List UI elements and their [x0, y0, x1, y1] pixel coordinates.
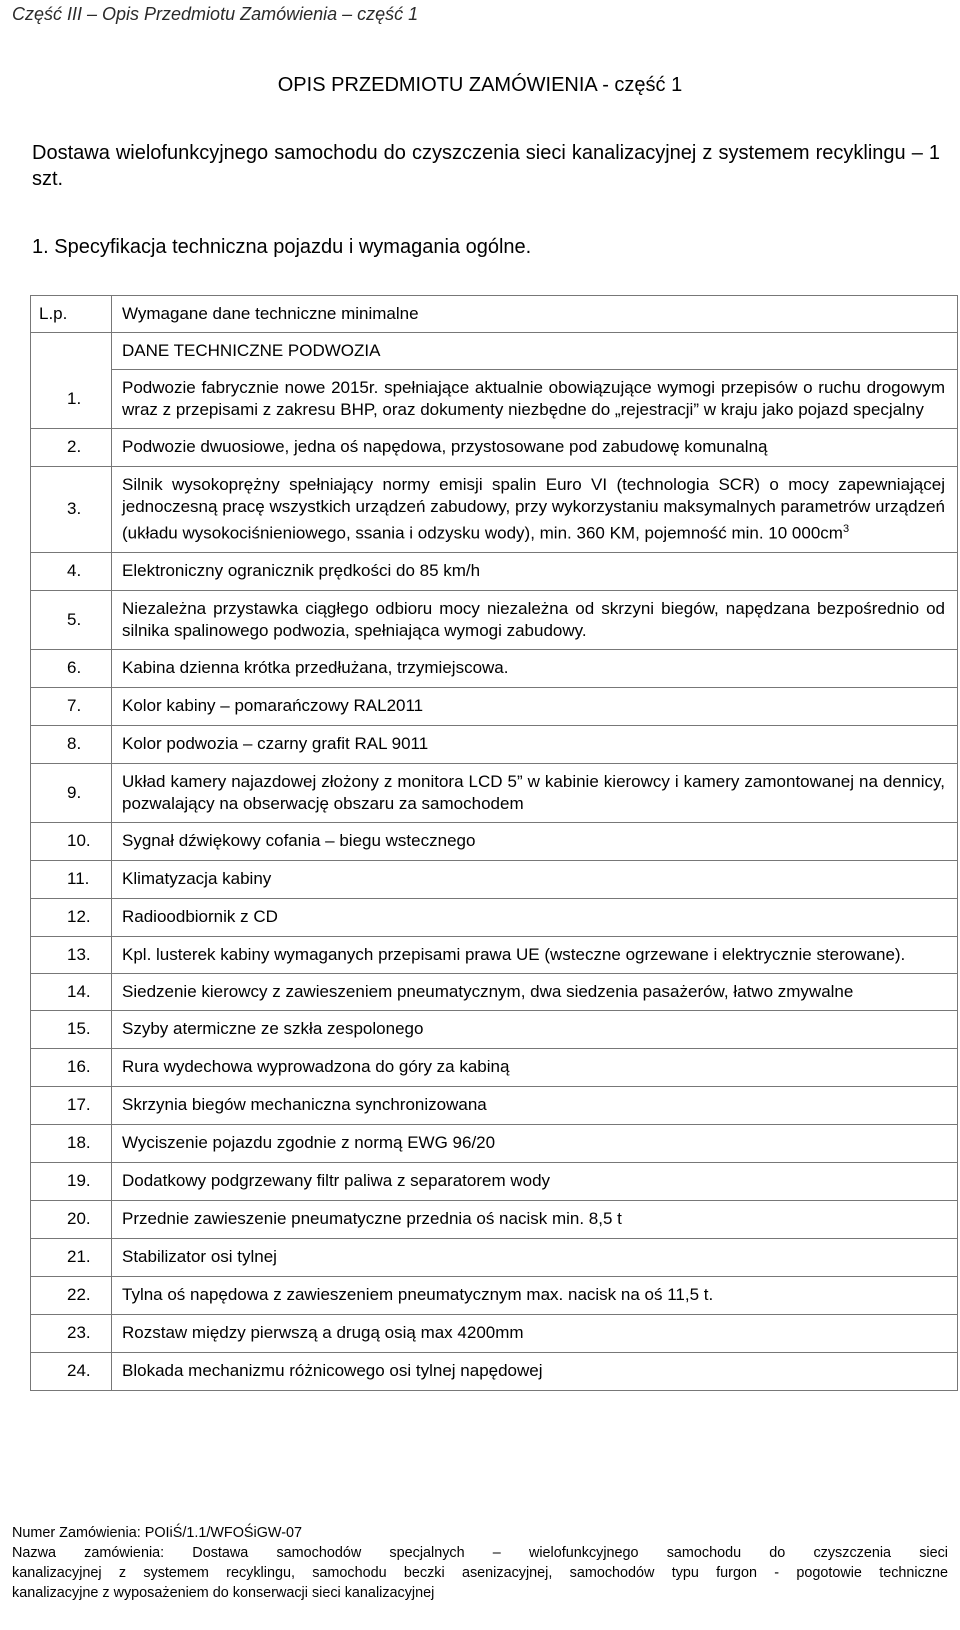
row-number: 15. — [31, 1010, 112, 1048]
group-header-row — [31, 333, 958, 370]
row-number: 11. — [31, 860, 112, 898]
table-row — [31, 590, 958, 649]
section-heading: 1. Specyfikacja techniczna pojazdu i wymagania ogólne. — [32, 236, 532, 258]
row-requirement-text: Radioodbiornik z CD — [122, 906, 278, 926]
row-number: 14. — [31, 973, 112, 1010]
row-number: 17. — [31, 1086, 112, 1124]
table-row — [31, 1276, 958, 1314]
row-number: 7. — [31, 687, 112, 725]
row-number: 20. — [31, 1200, 112, 1238]
table-row — [31, 898, 958, 936]
row-requirement — [112, 725, 958, 763]
row-number: 18. — [31, 1124, 112, 1162]
table-row — [31, 936, 958, 973]
row-requirement — [112, 860, 958, 898]
row-number: 3. — [31, 467, 112, 553]
row-requirement — [112, 1124, 958, 1162]
row-requirement-text: Elektroniczny ogranicznik prędkości do 85 km/h — [122, 560, 481, 580]
row-requirement — [112, 590, 958, 649]
row-requirement — [112, 687, 958, 725]
table-row — [31, 370, 958, 429]
row-number: 9. — [31, 763, 112, 822]
row-requirement — [112, 936, 958, 973]
row-requirement-text: Rozstaw między pierwszą a drugą osią max 4200mm — [122, 1322, 524, 1342]
group-header: DANE TECHNICZNE PODWOZIA — [112, 333, 958, 370]
specification-table — [30, 295, 958, 1391]
table-row — [31, 649, 958, 687]
table-row — [31, 860, 958, 898]
row-requirement-text: Układ kamery najazdowej złożony z monitora LCD 5” w kabinie kierowcy i kamery zamontowanej na dennicy, pozwalający na obserwację obszaru za samochodem — [122, 771, 945, 813]
row-number: 6. — [31, 649, 112, 687]
row-requirement — [112, 1086, 958, 1124]
table-row — [31, 552, 958, 590]
row-requirement-text: Stabilizator osi tylnej — [122, 1246, 277, 1266]
row-requirement — [112, 1200, 958, 1238]
table-row — [31, 429, 958, 467]
row-requirement-text: Kolor kabiny – pomarańczowy RAL2011 — [122, 695, 424, 715]
table-row — [31, 822, 958, 860]
order-subject: Dostawa wielofunkcyjnego samochodu do czyszczenia sieci kanalizacyjnej z systemem recyklingu – 1 szt. — [32, 142, 940, 190]
table-row — [31, 687, 958, 725]
table-row — [31, 1314, 958, 1352]
row-requirement-text: Tylna oś napędowa z zawieszeniem pneumatycznym max. nacisk na oś 11,5 t. — [122, 1284, 714, 1304]
row-requirement-text: Wyciszenie pojazdu zgodnie z normą EWG 96/20 — [122, 1132, 496, 1152]
row-requirement-text: Skrzynia biegów mechaniczna synchronizowana — [122, 1094, 487, 1114]
table-row — [31, 1010, 958, 1048]
row-number: 23. — [31, 1314, 112, 1352]
row-requirement-text: Niezależna przystawka ciągłego odbioru mocy niezależna od skrzyni biegów, napędzana bezpośrednio od silnika spalinowego podwozia, spełniająca wymogi zabudowy. — [122, 598, 945, 640]
footer-order-name-line-2: kanalizacyjnej z systemem recyklingu, samochodu beczki asenizacyjnej, samochodów typu furgon - pogotowie techniczne — [12, 1565, 948, 1581]
footer-order-name-line-3: kanalizacyjne z wyposażeniem do konserwacji sieci kanalizacyjnej — [12, 1585, 435, 1601]
table-row — [31, 973, 958, 1010]
table-row — [31, 467, 958, 553]
footer-order-number: Numer Zamówienia: POIiŚ/1.1/WFOŚiGW-07 — [12, 1525, 303, 1541]
column-header-requirements: Wymagane dane techniczne minimalne — [112, 296, 958, 333]
row-requirement-text: Silnik wysokoprężny spełniający normy emisji spalin Euro VI (technologia SCR) o mocy zapewniającej jednoczesną pracę wszystkich urządzeń zabudowy, przy wykorzystaniu maksymalnych parametrów urządzeń (układu wysokociśnieniowego, ssania i odzysku wody), min. 360 KM, pojemność min. 10 000cm — [122, 475, 945, 543]
row-number: 4. — [31, 552, 112, 590]
table-row — [31, 725, 958, 763]
row-number: 1. — [31, 370, 112, 429]
row-requirement — [112, 973, 958, 1010]
row-requirement — [112, 552, 958, 590]
row-requirement-text: Kabina dzienna krótka przedłużana, trzymiejscowa. — [122, 657, 509, 677]
row-requirement-text: Podwozie dwuosiowe, jedna oś napędowa, przystosowane pod zabudowę komunalną — [122, 437, 768, 456]
row-requirement-text: Sygnał dźwiękowy cofania – biegu wstecznego — [122, 830, 476, 850]
document-title: OPIS PRZEDMIOTU ZAMÓWIENIA - część 1 — [277, 74, 683, 96]
row-requirement — [112, 1276, 958, 1314]
group-header-empty-cell — [31, 333, 112, 370]
row-requirement-text: Podwozie fabrycznie nowe 2015r. spełniające aktualnie obowiązujące wymogi przepisów o ruchu drogowym wraz z przepisami z zakresu BHP, oraz dokumenty niezbędne do „rejestracji” w kraju jako pojazd specjalny — [122, 378, 945, 419]
row-number: 12. — [31, 898, 112, 936]
superscript: 3 — [842, 523, 850, 535]
row-requirement — [112, 1162, 958, 1200]
row-requirement — [112, 467, 958, 553]
row-requirement — [112, 370, 958, 429]
row-number: 21. — [31, 1238, 112, 1276]
table-row — [31, 1352, 958, 1390]
column-header-lp: L.p. — [31, 296, 112, 333]
row-requirement — [112, 1314, 958, 1352]
row-requirement — [112, 898, 958, 936]
row-requirement — [112, 822, 958, 860]
row-number: 2. — [31, 429, 112, 467]
row-requirement — [112, 1352, 958, 1390]
table-header-row — [31, 296, 958, 333]
table-row — [31, 1238, 958, 1276]
footer-order-name-line-1: Nazwa zamówienia: Dostawa samochodów specjalnych – wielofunkcyjnego samochodu do czyszczenia sieci — [12, 1545, 948, 1561]
row-number: 8. — [31, 725, 112, 763]
row-requirement — [112, 1238, 958, 1276]
row-requirement-text: Rura wydechowa wyprowadzona do góry za kabiną — [122, 1056, 510, 1076]
table-row — [31, 1162, 958, 1200]
row-requirement — [112, 649, 958, 687]
row-requirement-text: Klimatyzacja kabiny — [122, 868, 272, 888]
row-requirement-text: Siedzenie kierowcy z zawieszeniem pneumatycznym, dwa siedzenia pasażerów, łatwo zmywalne — [122, 981, 854, 1001]
page-header: Część III – Opis Przedmiotu Zamówienia – część 1 — [12, 4, 419, 24]
row-number: 13. — [31, 936, 112, 973]
row-requirement-text: Kolor podwozia – czarny grafit RAL 9011 — [122, 733, 429, 753]
row-requirement-text: Kpl. lusterek kabiny wymaganych przepisami prawa UE (wsteczne ogrzewane i elektrycznie sterowane). — [122, 944, 906, 964]
table-row — [31, 1124, 958, 1162]
table-row — [31, 1048, 958, 1086]
table-row — [31, 763, 958, 822]
row-requirement — [112, 429, 958, 467]
row-number: 16. — [31, 1048, 112, 1086]
row-number: 19. — [31, 1162, 112, 1200]
row-requirement-text: Dodatkowy podgrzewany filtr paliwa z separatorem wody — [122, 1170, 551, 1190]
row-number: 10. — [31, 822, 112, 860]
row-requirement-text: Szyby atermiczne ze szkła zespolonego — [122, 1018, 424, 1038]
row-requirement — [112, 1010, 958, 1048]
row-requirement — [112, 1048, 958, 1086]
row-requirement — [112, 763, 958, 822]
row-requirement-text: Przednie zawieszenie pneumatyczne przednia oś nacisk min. 8,5 t — [122, 1208, 622, 1228]
page-footer — [12, 1523, 948, 1603]
row-number: 5. — [31, 590, 112, 649]
row-number: 22. — [31, 1276, 112, 1314]
row-requirement-text: Blokada mechanizmu różnicowego osi tylnej napędowej — [122, 1360, 543, 1380]
table-row — [31, 1086, 958, 1124]
row-number: 24. — [31, 1352, 112, 1390]
table-row — [31, 1200, 958, 1238]
